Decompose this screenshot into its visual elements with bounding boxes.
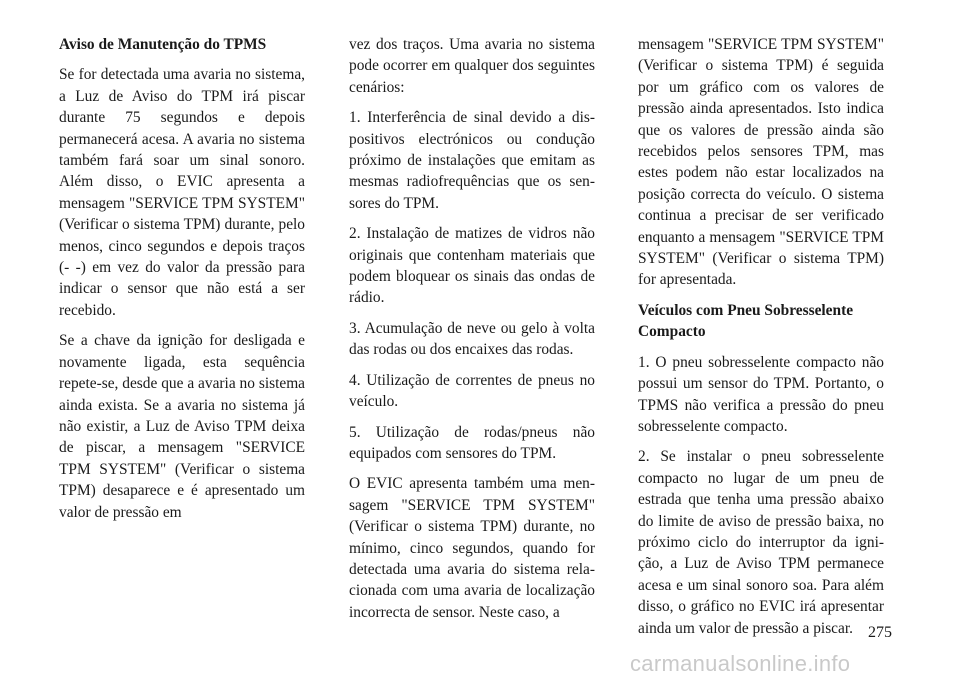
watermark: carmanualsonline.info: [630, 651, 851, 676]
list-item: 5. Utilização de rodas/pneus não equipados com sensores do TPM.: [349, 423, 595, 462]
paragraph: mensagem "SERVICE TPM SYSTEM" (Verificar o sistema TPM) é seguida por um gráfico com os valores de pressão ainda apresentados. Isto indica que os valores de pressão ainda são recebidos pelos sensores TPM, mas estes podem não estar localizados na posição correcta do veículo. O sistema continua a precisar de ser verificado enquanto a mensagem "SERVICE TPM SYSTEM" (Verificar o sistema TPM) for apresentada.: [638, 36, 884, 289]
list-item: 3. Acumulação de neve ou gelo à volta das rodas ou dos encaixes das rodas.: [349, 319, 595, 359]
list-item: 1. Interferência de sinal devido a dispositivos electrónicos ou condução próximo de instalações que emitam as mesmas radiofrequências que os sensores do TPM.: [349, 109, 595, 212]
paragraph: vez dos traços. Uma avaria no sistema pode ocorrer em qualquer dos seguintes cenários:: [349, 36, 595, 96]
list-item: 2. Instalação de matizes de vidros não originais que contenham materiais que podem bloquear os sinais das ondas de rádio.: [349, 225, 595, 307]
page-number: 275: [868, 624, 892, 641]
paragraph: Se a chave da ignição for desligada e novamente ligada, esta sequência repete-se, desde que a avaria no sistema ainda exista. Se a avaria no sistema já não existir, a Luz de Aviso TPM deixa de piscar, a mensagem "SERVICE TPM SYSTEM" (Verificar o sistema TPM) desaparece e é apresentado um valor de pressão em: [59, 332, 305, 521]
list-item: 1. O pneu sobresselente compacto não possui um sensor do TPM. Portanto, o TPMS não verifica a pressão do pneu sobresselente compacto.: [638, 353, 884, 435]
text-column-2: [349, 34, 595, 632]
text-column-1: [59, 34, 305, 532]
section-heading: Aviso de Manutenção do TPMS: [59, 36, 267, 53]
paragraph: O EVIC apresenta também uma mensagem "SERVICE TPM SYSTEM" (Verificar o sistema TPM) durante, no mínimo, cinco segundos, quando for detectada uma avaria do sistema relacionada com uma avaria de localização incorrecta de sensor. Neste caso, a: [349, 475, 595, 621]
list-item: 2. Se instalar o pneu sobresselente compacto no lugar de um pneu de estrada que tenha uma pressão abaixo do limite de aviso de pressão baixa, no próximo ciclo do interruptor da ignição, a Luz de Aviso TPM permanece acesa e um sinal sonoro soa. Para além disso, o gráfico no EVIC irá apresentar ainda um valor de pressão a piscar.: [638, 448, 884, 637]
text-column-3: [638, 34, 884, 648]
section-heading: Veículos com Pneu Sobresselente Compacto: [638, 301, 854, 341]
list-item: 4. Utilização de correntes de pneus no veículo.: [349, 371, 595, 411]
paragraph: Se for detectada uma avaria no sistema, a Luz de Aviso do TPM irá piscar durante 75 segundos e depois permanecerá acesa. A avaria no sistema também fará soar um sinal sonoro. Além disso, o EVIC apresenta a mensagem "SERVICE TPM SYSTEM" (Verificar o sistema TPM) durante, pelo menos, cinco segundos e depois traços (- -) em vez do valor da pressão para indicar o sensor que não está a ser recebido.: [59, 66, 305, 319]
